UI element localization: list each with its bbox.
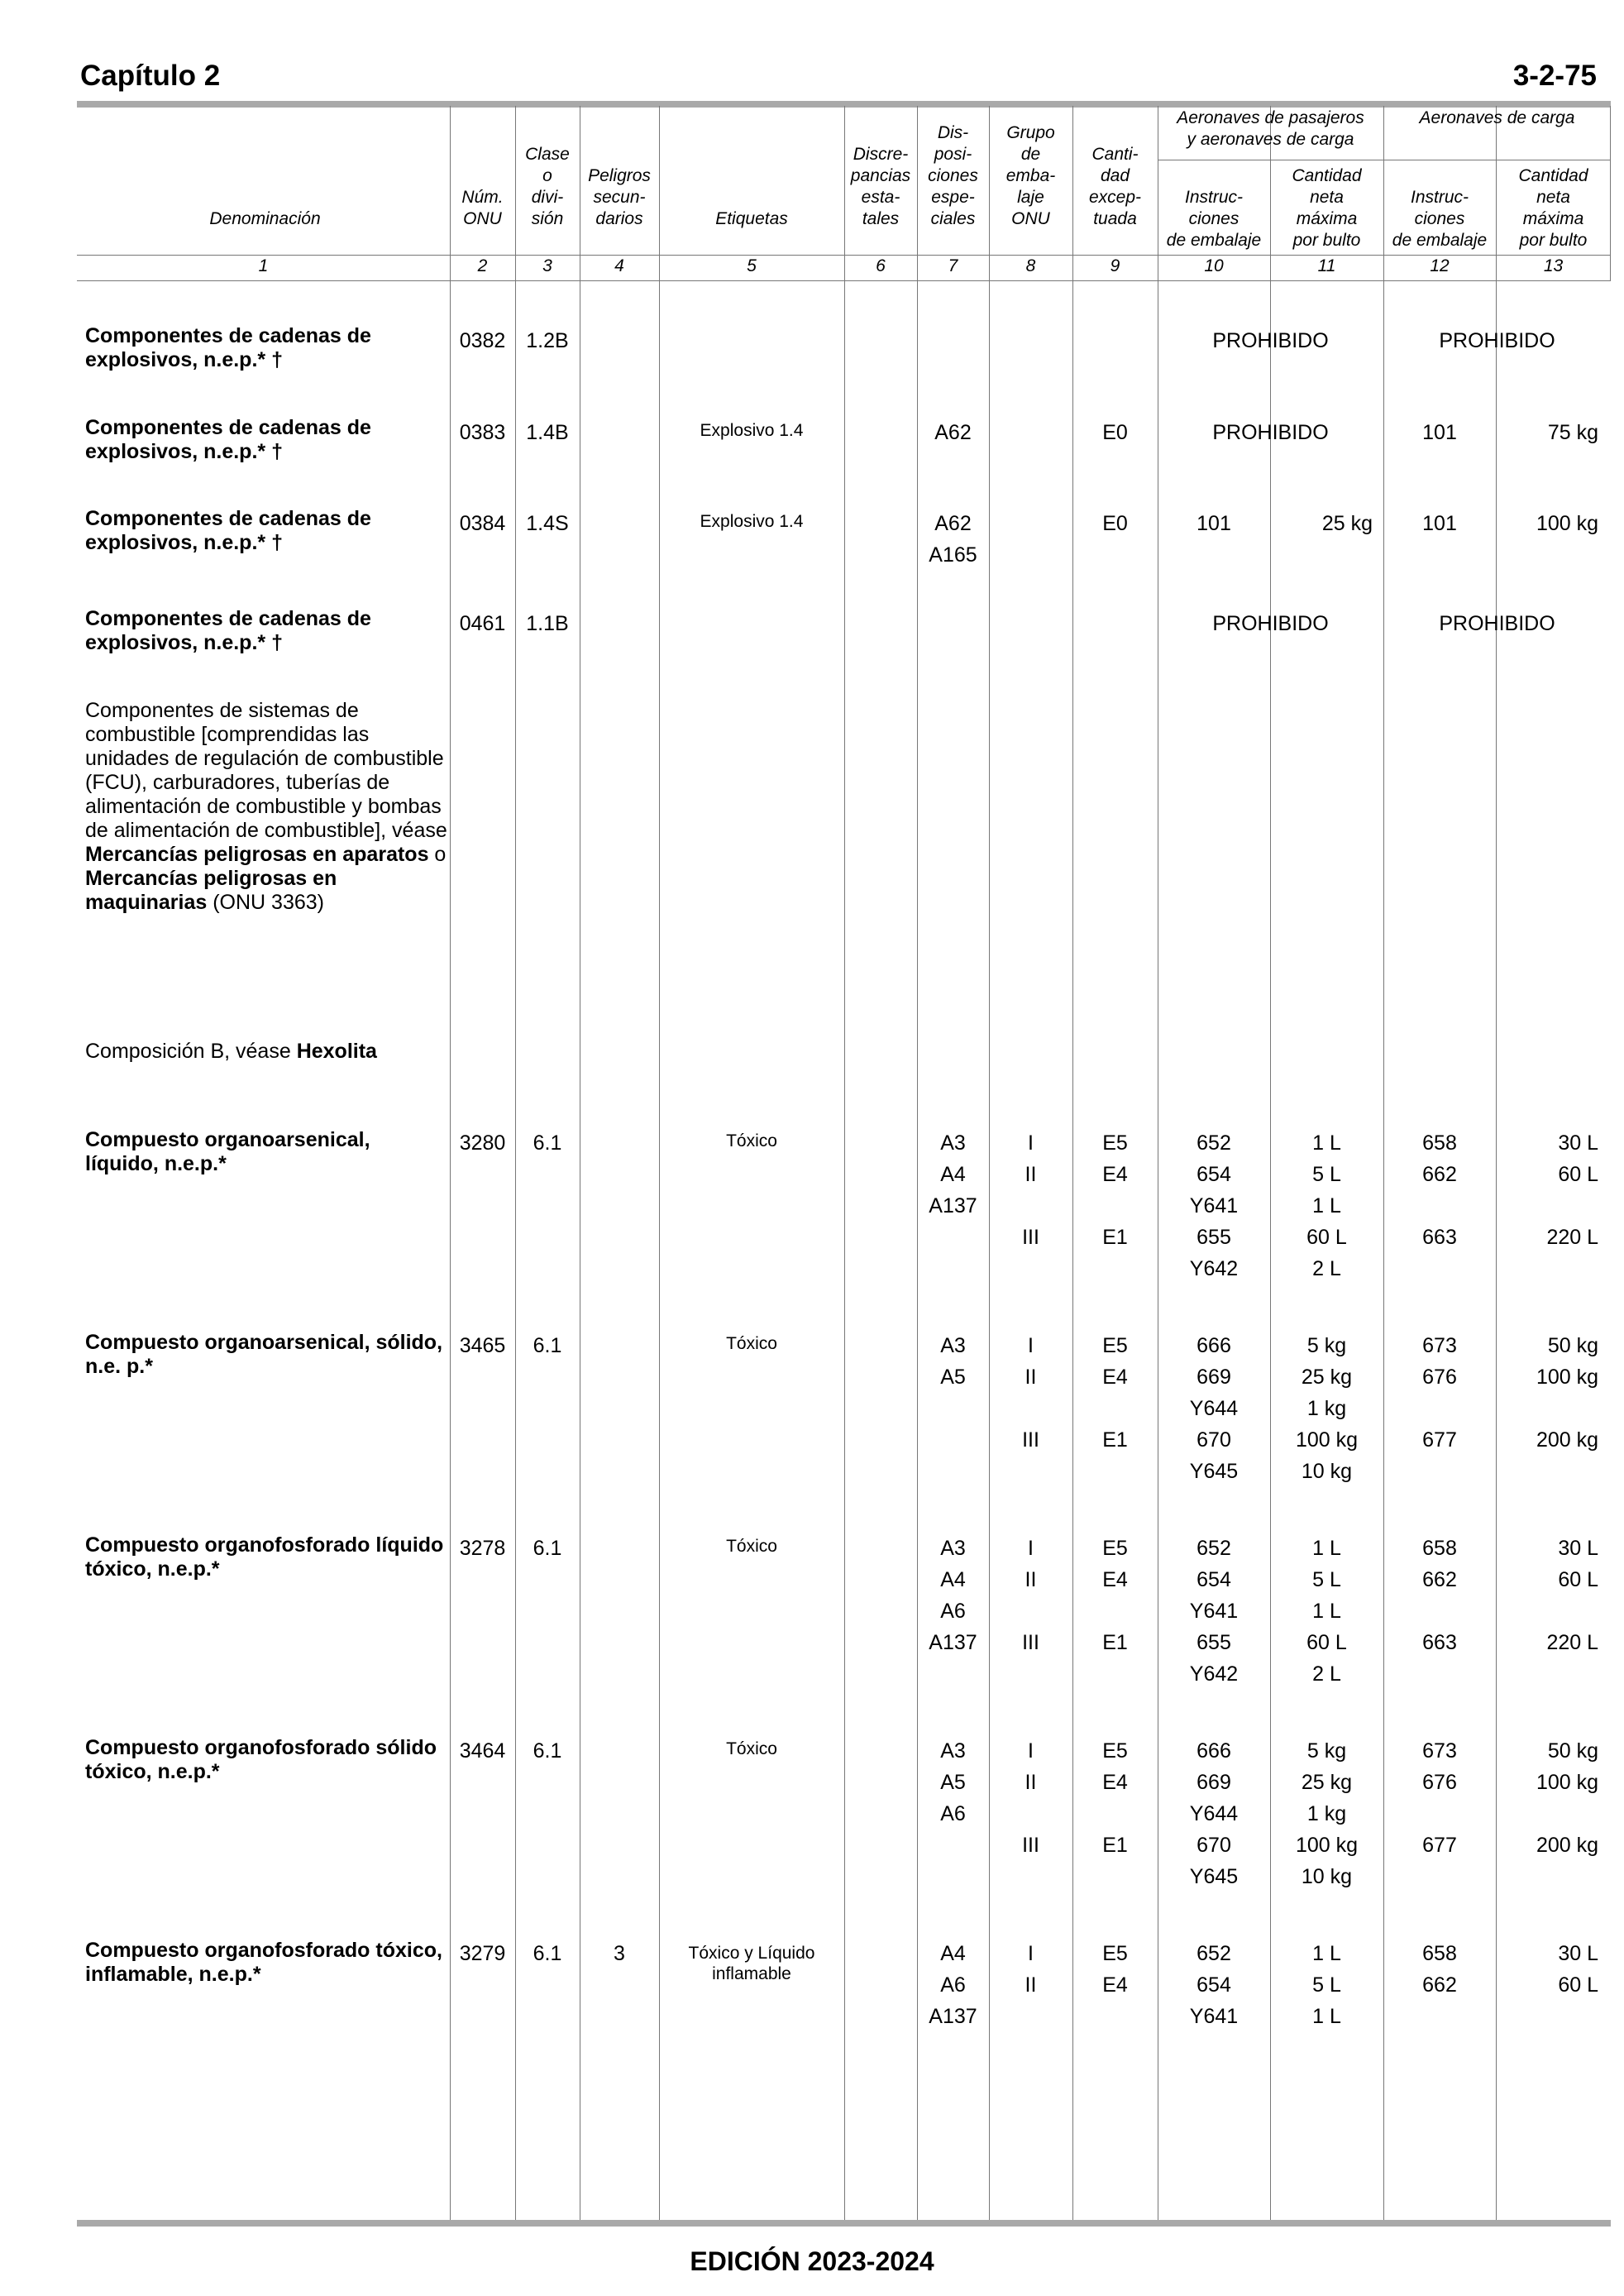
row-cargo-instructions: 673 676 677 bbox=[1422, 1739, 1457, 1857]
row-cargo-quantities: 30 L 60 L 220 L bbox=[1546, 1131, 1598, 1249]
row-cargo-quantities: 50 kg 100 kg 200 kg bbox=[1536, 1739, 1598, 1857]
row-packing-groups: I II III bbox=[1022, 1739, 1039, 1857]
row-cargo-prohibited: PROHIBIDO bbox=[1439, 329, 1555, 352]
row-denomination: Componentes de cadenas de explosivos, n.e.p.* † bbox=[85, 507, 371, 554]
row-passenger-prohibited: PROHIBIDO bbox=[1212, 329, 1329, 352]
row-denomination: Componentes de cadenas de explosivos, n.e.p.* † bbox=[85, 324, 371, 371]
row-denomination: Compuesto organoarsenical, líquido, n.e.p.* bbox=[85, 1128, 370, 1175]
column-number: 6 bbox=[876, 256, 886, 275]
row-cargo-instruction: 101 bbox=[1422, 512, 1457, 535]
column-number: 8 bbox=[1025, 256, 1036, 275]
row-un-number: 3279 bbox=[459, 1942, 506, 1965]
row-un-number: 3465 bbox=[459, 1334, 506, 1357]
row-un-number: 0461 bbox=[459, 612, 506, 635]
row-label: Tóxico bbox=[726, 1131, 777, 1150]
row-passenger-instructions: 652 654 Y641 655 Y642 bbox=[1189, 1131, 1239, 1280]
row-class: 1.2B bbox=[526, 329, 569, 352]
row-label: Explosivo 1.4 bbox=[700, 512, 804, 531]
header-cantidad-pasajeros: Cantidad neta máxima por bulto bbox=[1292, 166, 1362, 250]
row-denomination: Compuesto organofosforado tóxico, inflamable, n.e.p.* bbox=[85, 1939, 442, 1986]
row-un-number: 0382 bbox=[459, 329, 506, 352]
row-un-number: 3280 bbox=[459, 1131, 506, 1155]
header-instrucciones-pasajeros: Instruc- ciones de embalaje bbox=[1166, 188, 1262, 250]
header-clase: Clase o divi- sión bbox=[525, 145, 570, 228]
row-cargo-quantity: 100 kg bbox=[1536, 512, 1598, 535]
header-instrucciones-carga: Instruc- ciones de embalaje bbox=[1392, 188, 1488, 250]
row-special-provisions: A3 A4 A6 A137 bbox=[929, 1537, 977, 1654]
column-number: 7 bbox=[948, 256, 958, 275]
row-class: 1.4B bbox=[526, 421, 569, 444]
row-special-provisions: A62 A165 bbox=[929, 512, 977, 567]
bottom-rule bbox=[77, 2220, 1611, 2227]
row-special-provisions: A3 A5 A6 bbox=[940, 1739, 966, 1825]
row-cargo-quantities: 30 L 60 L bbox=[1558, 1942, 1598, 1997]
row-un-number: 0383 bbox=[459, 421, 506, 444]
header-denominacion: Denominación bbox=[209, 209, 321, 228]
row-excepted-quantities: E5 E4 E1 bbox=[1102, 1334, 1128, 1452]
row-passenger-quantity: 25 kg bbox=[1321, 512, 1373, 535]
column-number: 5 bbox=[747, 256, 757, 275]
row-denomination: Componentes de cadenas de explosivos, n.e.p.* † bbox=[85, 416, 371, 463]
row-cargo-quantities: 50 kg 100 kg 200 kg bbox=[1536, 1334, 1598, 1452]
row-class: 6.1 bbox=[533, 1537, 562, 1560]
header-cantidad: Canti- dad excep- tuada bbox=[1088, 145, 1142, 228]
row-passenger-instructions: 666 669 Y644 670 Y645 bbox=[1189, 1739, 1239, 1888]
row-passenger-quantities: 1 L 5 L 1 L 60 L 2 L bbox=[1306, 1537, 1347, 1686]
row-passenger-prohibited: PROHIBIDO bbox=[1212, 421, 1329, 444]
row-cross-reference: Composición B, véase Hexolita bbox=[85, 1040, 377, 1063]
column-number: 1 bbox=[258, 256, 269, 275]
row-special-provisions: A4 A6 A137 bbox=[929, 1942, 977, 2028]
row-subsidiary-hazard: 3 bbox=[614, 1942, 625, 1965]
row-label: Tóxico bbox=[726, 1739, 777, 1758]
row-packing-groups: I II III bbox=[1022, 1537, 1039, 1654]
row-excepted-quantities: E5 E4 bbox=[1102, 1942, 1128, 1997]
row-un-number: 3278 bbox=[459, 1537, 506, 1560]
row-cargo-instructions: 658 662 663 bbox=[1422, 1537, 1457, 1654]
row-packing-groups: I II III bbox=[1022, 1334, 1039, 1452]
row-denomination: Compuesto organofosforado líquido tóxico, n.e.p.* bbox=[85, 1533, 444, 1581]
column-number: 10 bbox=[1204, 256, 1224, 275]
row-passenger-instructions: 652 654 Y641 bbox=[1189, 1942, 1239, 2028]
row-denomination: Componentes de cadenas de explosivos, n.e.p.* † bbox=[85, 607, 371, 654]
header-num-onu: Núm. ONU bbox=[461, 188, 504, 228]
row-packing-groups: I II bbox=[1025, 1942, 1037, 1997]
row-cargo-instruction: 101 bbox=[1422, 421, 1457, 444]
row-passenger-quantities: 1 L 5 L 1 L bbox=[1312, 1942, 1341, 2028]
header-pasajeros: Aeronaves de pasajeros y aeronaves de carga bbox=[1177, 108, 1364, 149]
row-class: 6.1 bbox=[533, 1334, 562, 1357]
row-special-provisions: A3 A4 A137 bbox=[929, 1131, 977, 1217]
row-special-provisions: A3 A5 bbox=[940, 1334, 966, 1389]
header-etiquetas: Etiquetas bbox=[715, 209, 788, 228]
row-label: Tóxico y Líquido inflamable bbox=[688, 1944, 815, 1983]
row-special-provision: A62 bbox=[934, 421, 972, 444]
header-discrepancias: Discre- pancias esta- tales bbox=[850, 145, 911, 228]
column-number: 12 bbox=[1430, 256, 1450, 275]
row-denomination: Compuesto organofosforado sólido tóxico, n.e.p.* bbox=[85, 1736, 437, 1783]
row-label: Tóxico bbox=[726, 1537, 777, 1556]
row-passenger-instructions: 666 669 Y644 670 Y645 bbox=[1189, 1334, 1239, 1483]
row-denomination: Compuesto organoarsenical, sólido, n.e. p.* bbox=[85, 1331, 443, 1378]
row-passenger-quantities: 5 kg 25 kg 1 kg 100 kg 10 kg bbox=[1295, 1334, 1359, 1483]
header-peligros: Peligros secun- darios bbox=[588, 166, 651, 228]
column-number: 4 bbox=[614, 256, 624, 275]
row-excepted-quantity: E0 bbox=[1102, 512, 1128, 535]
chapter-title: Capítulo 2 bbox=[80, 60, 221, 92]
row-cargo-instructions: 658 662 bbox=[1422, 1942, 1457, 1997]
row-excepted-quantities: E5 E4 E1 bbox=[1102, 1131, 1128, 1249]
header-grupo: Grupo de emba- laje ONU bbox=[1005, 123, 1056, 228]
row-passenger-prohibited: PROHIBIDO bbox=[1212, 612, 1329, 635]
row-passenger-quantities: 1 L 5 L 1 L 60 L 2 L bbox=[1306, 1131, 1347, 1280]
row-passenger-instruction: 101 bbox=[1197, 512, 1231, 535]
row-cross-reference: Componentes de sistemas de combustible [comprendidas las unidades de regulación de combustible (FCU), carburadores, tuberías de alimentación de combustible y bombas de alimentación de combustible], véase Mercancías peligrosas en aparatos o Mercancías peligrosas en maquinarias (ONU 3363) bbox=[85, 699, 447, 914]
row-cargo-quantities: 30 L 60 L 220 L bbox=[1546, 1537, 1598, 1654]
header-disposiciones: Dis- posi- ciones espe- ciales bbox=[928, 123, 978, 228]
row-cargo-prohibited: PROHIBIDO bbox=[1439, 612, 1555, 635]
row-class: 6.1 bbox=[533, 1131, 562, 1155]
column-number: 9 bbox=[1110, 256, 1120, 275]
row-un-number: 3464 bbox=[459, 1739, 506, 1763]
row-cargo-instructions: 673 676 677 bbox=[1422, 1334, 1457, 1452]
row-excepted-quantities: E5 E4 E1 bbox=[1102, 1739, 1128, 1857]
row-excepted-quantity: E0 bbox=[1102, 421, 1128, 444]
column-number: 3 bbox=[542, 256, 552, 275]
row-class: 6.1 bbox=[533, 1739, 562, 1763]
row-cargo-quantity: 75 kg bbox=[1547, 421, 1598, 444]
row-class: 1.4S bbox=[526, 512, 569, 535]
row-class: 6.1 bbox=[533, 1942, 562, 1965]
header-cantidad-carga: Cantidad neta máxima por bulto bbox=[1518, 166, 1588, 250]
edition-footer: EDICIÓN 2023-2024 bbox=[690, 2246, 934, 2276]
row-passenger-quantities: 5 kg 25 kg 1 kg 100 kg 10 kg bbox=[1295, 1739, 1359, 1888]
row-excepted-quantities: E5 E4 E1 bbox=[1102, 1537, 1128, 1654]
column-number: 13 bbox=[1543, 256, 1564, 275]
row-label: Explosivo 1.4 bbox=[700, 421, 804, 440]
header-carga: Aeronaves de carga bbox=[1419, 108, 1575, 127]
row-cargo-instructions: 658 662 663 bbox=[1422, 1131, 1457, 1249]
column-number: 2 bbox=[477, 256, 488, 275]
row-class: 1.1B bbox=[526, 612, 569, 635]
row-un-number: 0384 bbox=[459, 512, 506, 535]
row-packing-groups: I II III bbox=[1022, 1131, 1039, 1249]
column-number: 11 bbox=[1317, 256, 1336, 275]
page-number: 3-2-75 bbox=[1512, 60, 1597, 92]
row-label: Tóxico bbox=[726, 1334, 777, 1353]
row-passenger-instructions: 652 654 Y641 655 Y642 bbox=[1189, 1537, 1239, 1686]
